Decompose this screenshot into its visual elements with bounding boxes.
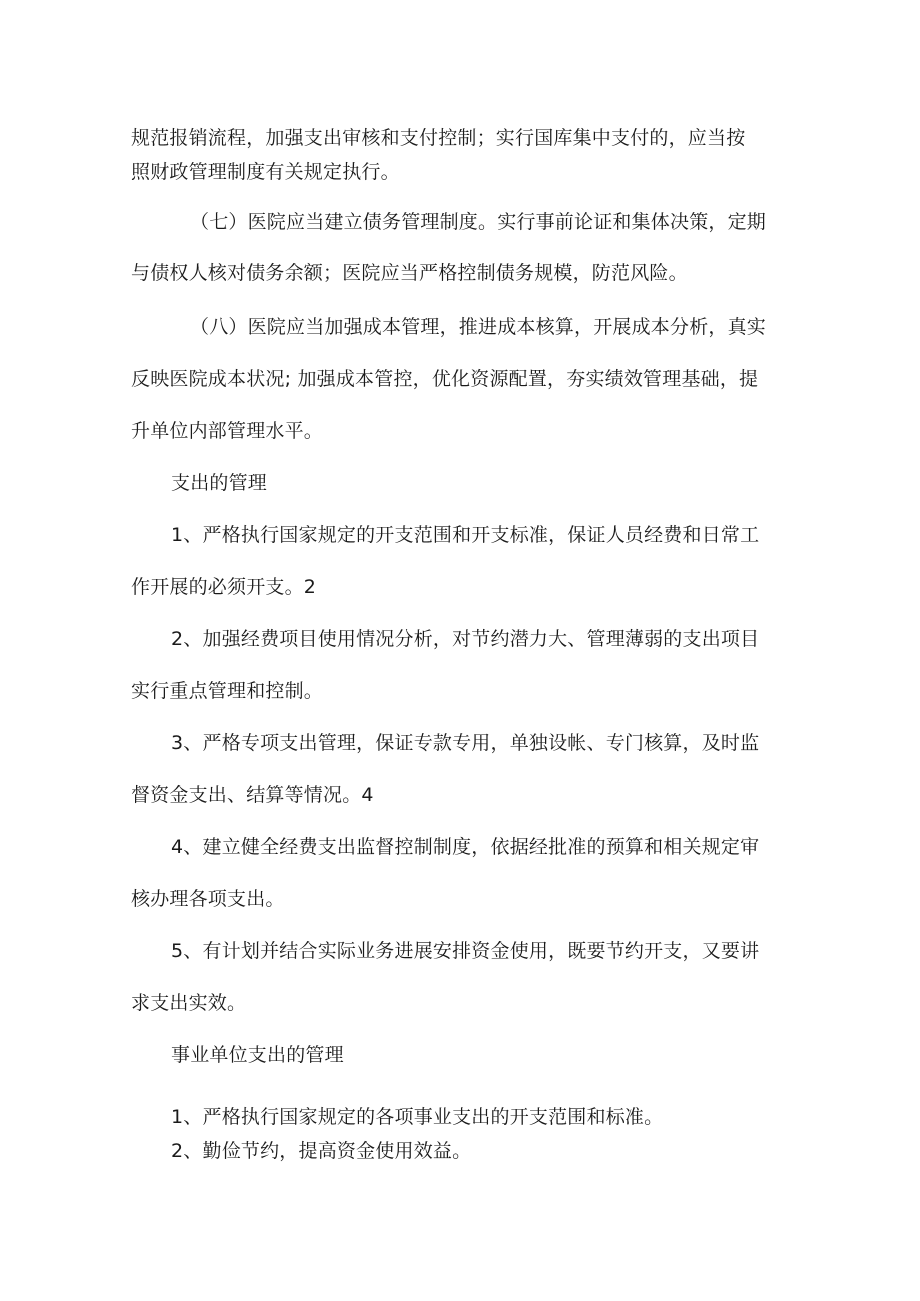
paragraph-line: 照财政管理制度有关规定执行。 <box>131 161 400 183</box>
list-item-line: 1、严格执行国家规定的各项事业支出的开支范围和标准。 <box>171 1106 664 1128</box>
list-item-line: 3、严格专项支出管理，保证专款专用，单独设帐、专门核算，及时监 <box>171 732 760 754</box>
list-item-line: 1、严格执行国家规定的开支范围和开支标准，保证人员经费和日常工 <box>171 524 760 546</box>
list-item-line: 2、加强经费项目使用情况分析，对节约潜力大、管理薄弱的支出项目 <box>171 628 760 650</box>
list-item-line: 督资金支出、结算等情况。4 <box>131 784 374 806</box>
paragraph-line: 与债权人核对债务余额；医院应当严格控制债务规模，防范风险。 <box>131 262 688 284</box>
paragraph-line: 反映医院成本状况; 加强成本管控，优化资源配置，夯实绩效管理基础，提 <box>131 368 759 390</box>
paragraph-line: （七）医院应当建立债务管理制度。实行事前论证和集体决策，定期 <box>190 211 767 233</box>
list-item-line: 2、勤俭节约，提高资金使用效益。 <box>171 1140 472 1162</box>
paragraph-line: 规范报销流程，加强支出审核和支付控制；实行国库集中支付的，应当按 <box>131 127 746 149</box>
section-heading: 事业单位支出的管理 <box>171 1044 344 1066</box>
paragraph-line: 升单位内部管理水平。 <box>131 420 324 442</box>
list-item-line: 求支出实效。 <box>131 992 247 1014</box>
paragraph-line: （八）医院应当加强成本管理，推进成本核算，开展成本分析，真实 <box>190 316 767 338</box>
list-item-line: 核办理各项支出。 <box>131 888 285 910</box>
list-item-line: 4、建立健全经费支出监督控制制度，依据经批准的预算和相关规定审 <box>171 836 760 858</box>
list-item-line: 实行重点管理和控制。 <box>131 680 324 702</box>
section-heading: 支出的管理 <box>171 472 268 494</box>
list-item-line: 作开展的必须开支。2 <box>131 576 317 598</box>
list-item-line: 5、有计划并结合实际业务进展安排资金使用，既要节约开支，又要讲 <box>171 940 760 962</box>
